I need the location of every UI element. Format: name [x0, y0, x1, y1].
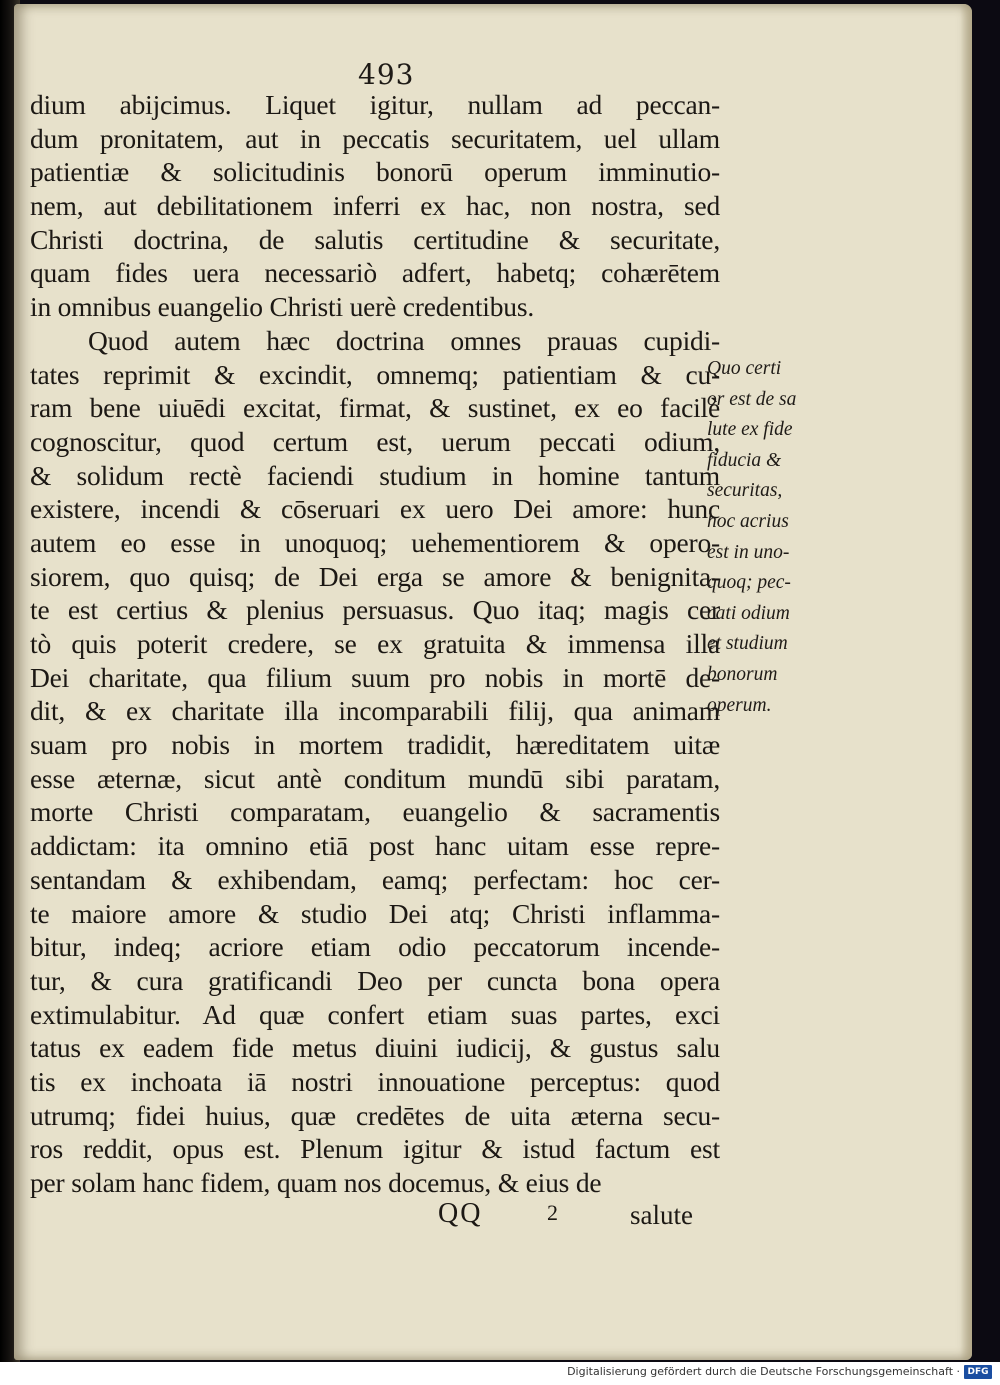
text-line: existere, incendi & cōseruari ex uero Dei amore: hunc — [30, 493, 720, 525]
text-line: ram bene uiuēdi excitat, firmat, & sustinet, ex eo facilè — [30, 392, 720, 424]
margin-note-line: lute ex fide — [707, 419, 793, 441]
main-text-block — [30, 88, 720, 1200]
text-line: Dei charitate, qua filium suum pro nobis in mortē de- — [30, 661, 720, 693]
catchword: salute — [630, 1200, 693, 1230]
marginal-note — [707, 354, 827, 721]
text-line: Christi doctrina, de salutis certitudine & securitate, — [30, 223, 720, 255]
text-line: Quod autem hæc doctrina omnes prauas cupidi- — [88, 324, 720, 356]
text-line: siorem, quo quisq; de Dei erga se amore & benignita- — [30, 560, 720, 592]
margin-note-line: or est de sa — [707, 388, 797, 410]
dfg-logo: DFG — [964, 1365, 992, 1379]
text-line: sentandam & exhibendam, eamq; perfectam: hoc cer- — [30, 863, 720, 895]
margin-note-line: hoc acrius — [707, 510, 789, 532]
text-line: addictam: ita omnino etiā post hanc uitam esse repre- — [30, 830, 720, 862]
page-number: 493 — [358, 58, 415, 91]
text-line: suam pro nobis in mortem tradidit, hæreditatem uitæ — [30, 729, 720, 761]
text-line: patientiæ & solicitudinis bonorū operum imminutio- — [30, 156, 720, 188]
signature-number: 2 — [547, 1200, 558, 1225]
margin-note-line: bonorum — [707, 663, 778, 685]
text-line: dit, & ex charitate illa incomparabili filij, qua animam — [30, 695, 720, 727]
text-line: tò quis poterit credere, se ex gratuita & immensa illa — [30, 628, 720, 659]
text-line: & solidum rectè faciendi studium in homine tantum — [30, 459, 720, 491]
text-line: tates reprimit & excindit, omnemq; patientiam & cu- — [30, 358, 720, 390]
text-line: te est certius & plenius persuasus. Quo itaq; magis cer — [30, 594, 720, 626]
footer-credit: Digitalisierung gefördert durch die Deutsche Forschungsgemeinschaft · — [567, 1365, 960, 1378]
margin-note-line: operum. — [707, 694, 772, 716]
text-line: in omnibus euangelio Christi uerè credentibus. — [30, 291, 535, 323]
margin-note-line: securitas, — [707, 480, 783, 502]
text-line: dum pronitatem, aut in peccatis securitatem, uel ullam — [30, 122, 720, 154]
margin-note-line: et studium — [707, 633, 788, 655]
text-line: nem, aut debilitationem inferri ex hac, non nostra, sed — [30, 190, 720, 222]
text-line: morte Christi comparatam, euangelio & sacramentis — [30, 796, 720, 828]
text-line: quam fides uera necessariò adfert, habetq; cohærētem — [30, 257, 720, 289]
text-line: tis ex inchoata iā nostri innouatione perceptus: quod — [30, 1065, 720, 1097]
text-line: bitur, indeq; acriore etiam odio peccatorum incende- — [30, 931, 720, 963]
margin-note-line: quoq; pec- — [707, 572, 791, 594]
text-line: esse æternæ, sicut antè conditum mundū sibi paratam, — [30, 762, 720, 794]
page-edge-shading — [960, 4, 972, 1360]
margin-note-line: est in uno- — [707, 541, 790, 563]
signature-mark: QQ — [438, 1198, 483, 1229]
text-line: extimulabitur. Ad quæ confert etiam suas partes, exci — [30, 998, 720, 1030]
margin-note-line: Quo certi — [707, 358, 782, 379]
text-line: te maiore amore & studio Dei atq; Christi inflamma- — [30, 897, 720, 929]
text-line: utrumq; fidei huius, quæ credētes de uita æterna secu- — [30, 1099, 720, 1131]
text-line: dium abijcimus. Liquet igitur, nullam ad peccan- — [30, 89, 720, 120]
text-line: tatus ex eadem fide metus diuini iudicij, & gustus salu — [30, 1032, 720, 1064]
text-line: autem eo esse in unoquoq; uehementiorem & opero- — [30, 526, 720, 558]
text-line: ros reddit, opus est. Plenum igitur & istud factum est — [30, 1133, 720, 1165]
margin-note-line: cati odium — [707, 602, 790, 624]
margin-note-line: fiducia & — [707, 449, 782, 471]
footer-bar — [0, 1362, 1000, 1385]
text-line: cognoscitur, quod certum est, uerum peccati odium, — [30, 425, 720, 457]
text-line: tur, & cura gratificandi Deo per cuncta bona opera — [30, 964, 720, 996]
text-line: per solam hanc fidem, quam nos docemus, & eius de — [30, 1167, 602, 1198]
